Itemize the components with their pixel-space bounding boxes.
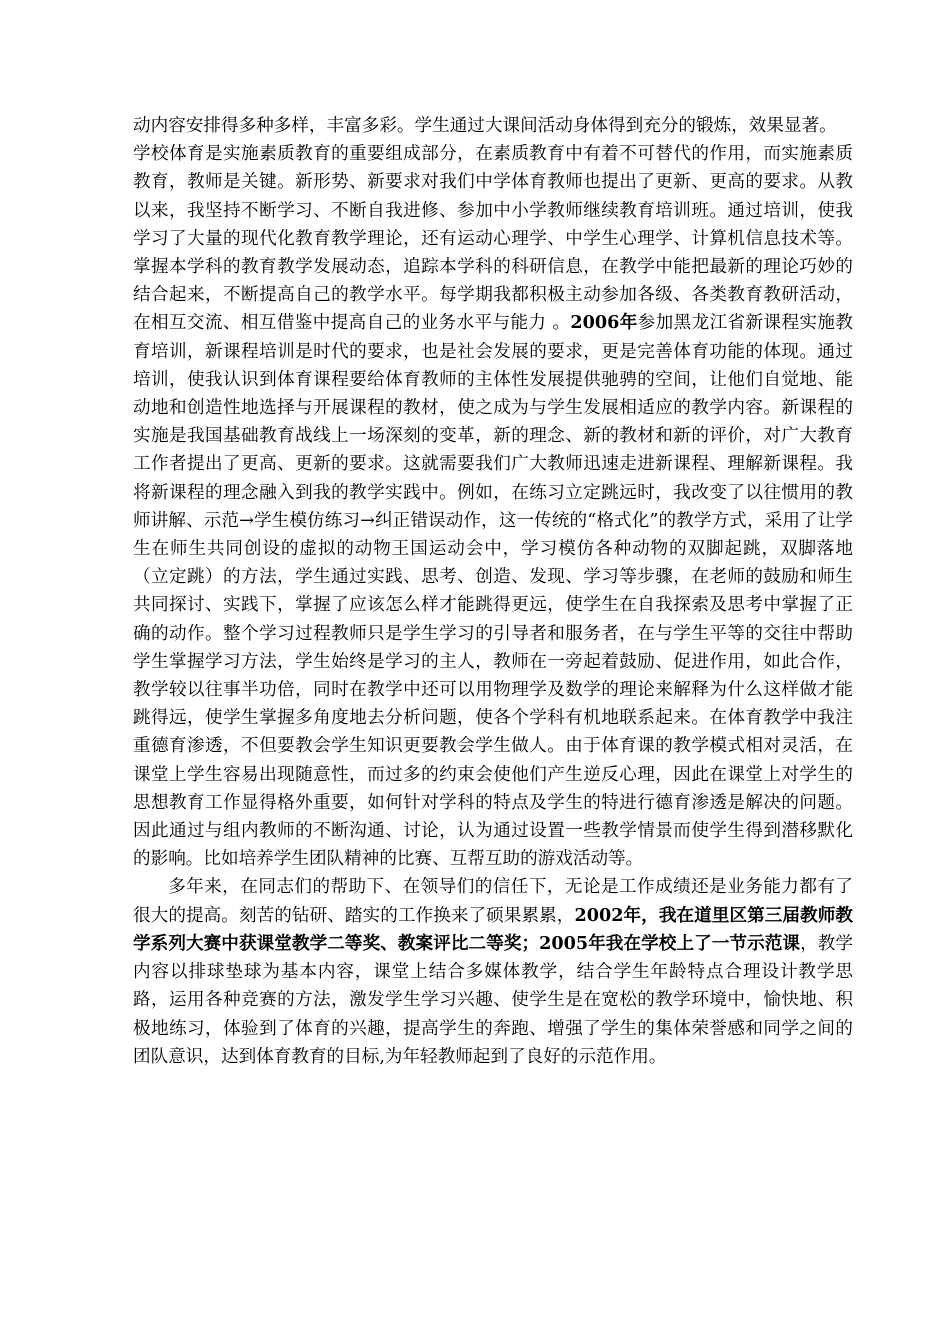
paragraph-2	[133, 140, 853, 873]
paragraph-3-text-start: 多年来，在同志们的帮助下、在领导们的信任下，无论是工作成绩还是业务能力都有了很大的提高。刻苦的钻研、踏实的工作换来了硕果累累，	[133, 877, 853, 926]
paragraph-2-text-end: 参加黑龙江省新课程实施教育培训，新课程培训是时代的要求，也是社会发展的要求，更是完善体育功能的体现。通过培训，使我认识到体育课程要给体育教师的主体性发展提供驰骋的空间，让他们自觉地、能动地和创造性地选择与开展课程的教材，使之成为与学生发展相适应的教学内容。新课程的实施是我国基础教育战线上一场深刻的变革，新的理念、新的教材和新的评价，对广大教育工作者提出了更高、更新的要求。这就需要我们广大教师迅速走进新课程、理解新课程。我将新课程的理念融入到我的教学实践中。例如，在练习立定跳远时，我改变了以往惯用的教师讲解、示范→学生模仿练习→纠正错误动作，这一传统的“格式化”的教学方式，采用了让学生在师生共同创设的虚拟的动物王国运动会中，学习模仿各种动物的双脚起跳，双脚落地（立定跳）的方法，学生通过实践、思考、创造、发现、学习等步骤，在老师的鼓励和师生共同探讨、实践下，掌握了应该怎么样才能跳得更远，使学生在自我探索及思考中掌握了正确的动作。整个学习过程教师只是学生学习的引导者和服务者，在与学生平等的交往中帮助学生掌握学习方法，学生始终是学习的主人，教师在一旁起着鼓励、促进作用，如此合作，教学较以往事半功倍，同时在教学中还可以用物理学及数学的理论来解释为什么这样做才能跳得远，使学生掌握多角度地去分析问题，使各个学科有机地联系起来。在体育教学中我注重德育渗透，不但要教会学生知识更要教会学生做人。由于体育课的教学模式相对灵活，在课堂上学生容易出现随意性，而过多的约束会使他们产生逆反心理，因此在课堂上对学生的思想教育工作显得格外重要，如何针对学科的特点及学生的特进行德育渗透是解决的问题。因此通过与组内教师的不断沟通、讨论，认为通过设置一些教学情景而使学生得到潜移默化的影响。比如培养学生团队精神的比赛、互帮互助的游戏活动等。	[133, 313, 853, 870]
paragraph-3-bold-awards: 2002年，我在道里区第三届教师教学系列大赛中获课堂教学二等奖、教案评比二等奖；2005年我在学校上了一节示范课	[133, 904, 853, 954]
paragraph-3	[133, 873, 853, 1070]
paragraph-3-text-end: ，教学内容以排球垫球为基本内容，课堂上结合多媒体教学，结合学生年龄特点合理设计教学思路，运用各种竞赛的方法，激发学生学习兴趣、使学生是在宽松的教学环境中，愉快地、积极地练习，体验到了体育的兴趣，提高学生的奔跑、增强了学生的集体荣誉感和同学之间的团队意识，达到体育教育的目标,为年轻教师起到了良好的示范作用。	[133, 933, 853, 1067]
paragraph-2-text-start: 学校体育是实施素质教育的重要组成部分，在素质教育中有着不可替代的作用，而实施素质教育，教师是关键。新形势、新要求对我们中学体育教师也提出了更新、更高的要求。从教以来，我坚持不断学习、不断自我进修、参加中小学教师继续教育培训班。通过培训，使我学习了大量的现代化教育教学理论，还有运动心理学、中学生心理学、计算机信息技术等。掌握本学科的教育教学发展动态，追踪本学科的科研信息，在教学中能把最新的理论巧妙的结合起来，不断提高自己的教学水平。每学期我都积极主动参加各级、各类教育教研活动，在相互交流、相互借鉴中提高自己的业务水平与能力 。	[133, 144, 853, 334]
paragraph-1-text: 动内容安排得多种多样，丰富多彩。学生通过大课间活动身体得到充分的锻炼，效果显著。	[133, 116, 837, 136]
paragraph-2-bold-year: 2006年	[570, 312, 638, 334]
document-body	[133, 112, 853, 1071]
paragraph-1	[133, 112, 853, 140]
